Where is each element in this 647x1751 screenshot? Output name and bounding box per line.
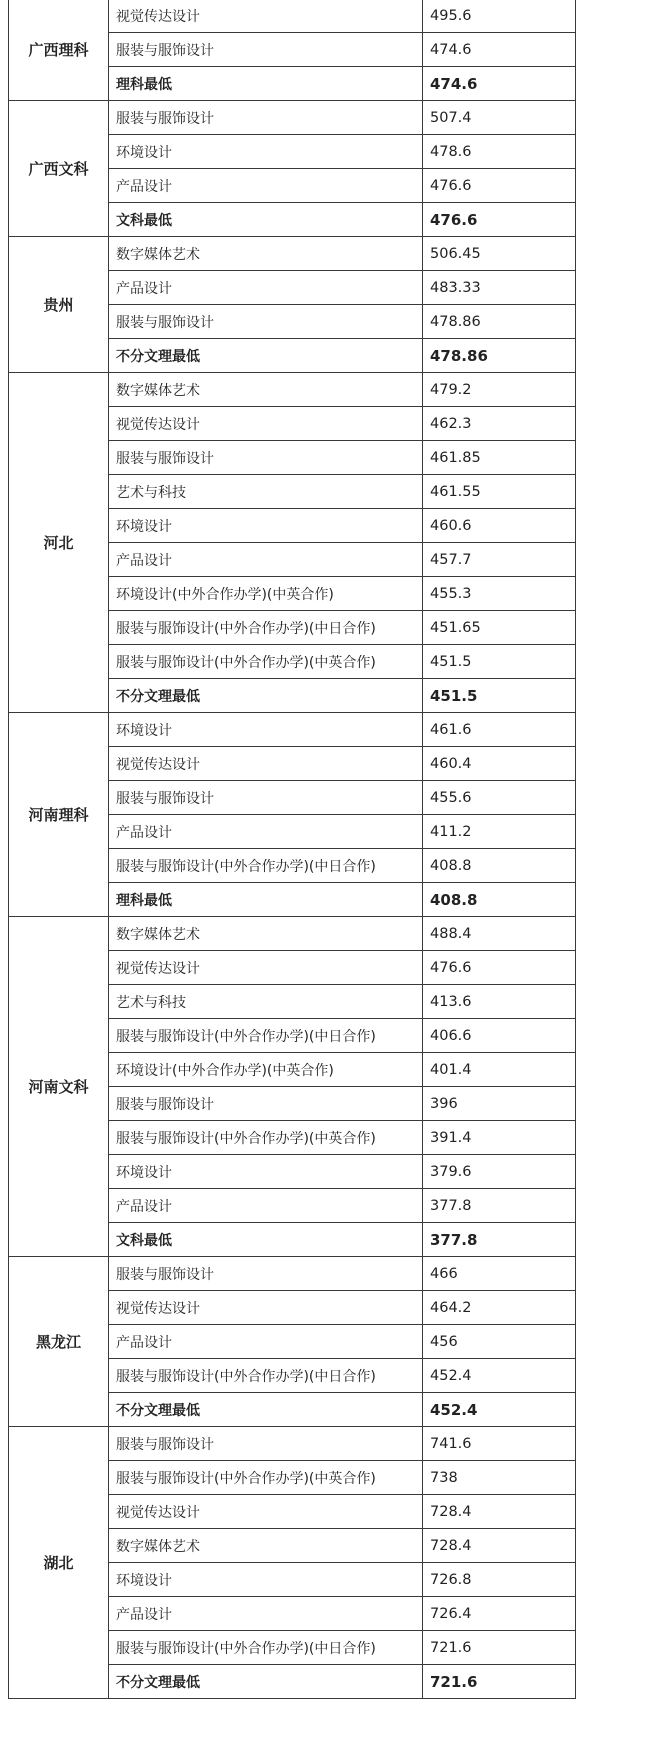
minimum-label-cell: 不分文理最低 bbox=[109, 339, 423, 373]
score-cell: 476.6 bbox=[423, 169, 576, 203]
major-cell: 数字媒体艺术 bbox=[109, 373, 423, 407]
score-cell: 451.65 bbox=[423, 611, 576, 645]
major-cell: 服装与服饰设计(中外合作办学)(中日合作) bbox=[109, 1631, 423, 1665]
score-cell: 461.6 bbox=[423, 713, 576, 747]
score-cell: 461.85 bbox=[423, 441, 576, 475]
score-cell: 391.4 bbox=[423, 1121, 576, 1155]
minimum-score-cell: 452.4 bbox=[423, 1393, 576, 1427]
minimum-label-cell: 不分文理最低 bbox=[109, 1665, 423, 1699]
score-cell: 413.6 bbox=[423, 985, 576, 1019]
score-cell: 460.4 bbox=[423, 747, 576, 781]
table-row bbox=[9, 1257, 576, 1291]
score-cell: 728.4 bbox=[423, 1495, 576, 1529]
minimum-score-cell: 476.6 bbox=[423, 203, 576, 237]
major-cell: 视觉传达设计 bbox=[109, 1495, 423, 1529]
major-cell: 数字媒体艺术 bbox=[109, 1529, 423, 1563]
score-cell: 379.6 bbox=[423, 1155, 576, 1189]
score-cell: 452.4 bbox=[423, 1359, 576, 1393]
score-cell: 474.6 bbox=[423, 33, 576, 67]
major-cell: 服装与服饰设计 bbox=[109, 1087, 423, 1121]
region-cell: 河南理科 bbox=[9, 713, 109, 917]
major-cell: 视觉传达设计 bbox=[109, 747, 423, 781]
score-cell: 451.5 bbox=[423, 645, 576, 679]
minimum-label-cell: 理科最低 bbox=[109, 67, 423, 101]
score-cell: 506.45 bbox=[423, 237, 576, 271]
major-cell: 服装与服饰设计 bbox=[109, 305, 423, 339]
region-cell: 湖北 bbox=[9, 1427, 109, 1699]
score-cell: 396 bbox=[423, 1087, 576, 1121]
score-cell: 408.8 bbox=[423, 849, 576, 883]
major-cell: 服装与服饰设计(中外合作办学)(中英合作) bbox=[109, 1461, 423, 1495]
score-cell: 738 bbox=[423, 1461, 576, 1495]
major-cell: 艺术与科技 bbox=[109, 985, 423, 1019]
major-cell: 服装与服饰设计(中外合作办学)(中日合作) bbox=[109, 611, 423, 645]
major-cell: 产品设计 bbox=[109, 169, 423, 203]
major-cell: 视觉传达设计 bbox=[109, 0, 423, 33]
score-cell: 455.6 bbox=[423, 781, 576, 815]
minimum-score-cell: 377.8 bbox=[423, 1223, 576, 1257]
score-cell: 507.4 bbox=[423, 101, 576, 135]
table-row bbox=[9, 0, 576, 33]
table-row bbox=[9, 1427, 576, 1461]
region-cell: 广西理科 bbox=[9, 0, 109, 101]
score-cell: 401.4 bbox=[423, 1053, 576, 1087]
region-cell: 河北 bbox=[9, 373, 109, 713]
region-cell: 广西文科 bbox=[9, 101, 109, 237]
major-cell: 服装与服饰设计 bbox=[109, 1427, 423, 1461]
score-cell: 464.2 bbox=[423, 1291, 576, 1325]
major-cell: 服装与服饰设计(中外合作办学)(中日合作) bbox=[109, 1359, 423, 1393]
major-cell: 产品设计 bbox=[109, 543, 423, 577]
score-cell: 462.3 bbox=[423, 407, 576, 441]
major-cell: 产品设计 bbox=[109, 271, 423, 305]
admission-score-table bbox=[8, 0, 576, 1699]
major-cell: 数字媒体艺术 bbox=[109, 237, 423, 271]
score-cell: 377.8 bbox=[423, 1189, 576, 1223]
score-cell: 457.7 bbox=[423, 543, 576, 577]
major-cell: 环境设计 bbox=[109, 509, 423, 543]
minimum-score-cell: 408.8 bbox=[423, 883, 576, 917]
score-cell: 726.4 bbox=[423, 1597, 576, 1631]
major-cell: 产品设计 bbox=[109, 1189, 423, 1223]
score-cell: 488.4 bbox=[423, 917, 576, 951]
major-cell: 产品设计 bbox=[109, 1325, 423, 1359]
score-cell: 456 bbox=[423, 1325, 576, 1359]
score-cell: 726.8 bbox=[423, 1563, 576, 1597]
major-cell: 艺术与科技 bbox=[109, 475, 423, 509]
major-cell: 环境设计 bbox=[109, 713, 423, 747]
table-row bbox=[9, 237, 576, 271]
major-cell: 产品设计 bbox=[109, 815, 423, 849]
minimum-label-cell: 不分文理最低 bbox=[109, 1393, 423, 1427]
table-row bbox=[9, 373, 576, 407]
major-cell: 服装与服饰设计 bbox=[109, 1257, 423, 1291]
major-cell: 服装与服饰设计 bbox=[109, 441, 423, 475]
major-cell: 服装与服饰设计(中外合作办学)(中英合作) bbox=[109, 645, 423, 679]
major-cell: 服装与服饰设计(中外合作办学)(中英合作) bbox=[109, 1121, 423, 1155]
minimum-label-cell: 文科最低 bbox=[109, 203, 423, 237]
minimum-score-cell: 478.86 bbox=[423, 339, 576, 373]
major-cell: 数字媒体艺术 bbox=[109, 917, 423, 951]
score-cell: 455.3 bbox=[423, 577, 576, 611]
minimum-label-cell: 理科最低 bbox=[109, 883, 423, 917]
score-cell: 721.6 bbox=[423, 1631, 576, 1665]
major-cell: 环境设计 bbox=[109, 135, 423, 169]
score-cell: 406.6 bbox=[423, 1019, 576, 1053]
major-cell: 产品设计 bbox=[109, 1597, 423, 1631]
minimum-score-cell: 451.5 bbox=[423, 679, 576, 713]
score-cell: 461.55 bbox=[423, 475, 576, 509]
major-cell: 环境设计(中外合作办学)(中英合作) bbox=[109, 577, 423, 611]
score-cell: 479.2 bbox=[423, 373, 576, 407]
major-cell: 服装与服饰设计 bbox=[109, 101, 423, 135]
table-row bbox=[9, 713, 576, 747]
region-cell: 贵州 bbox=[9, 237, 109, 373]
score-cell: 495.6 bbox=[423, 0, 576, 33]
region-cell: 河南文科 bbox=[9, 917, 109, 1257]
table-row bbox=[9, 101, 576, 135]
table-row bbox=[9, 917, 576, 951]
major-cell: 视觉传达设计 bbox=[109, 1291, 423, 1325]
major-cell: 环境设计 bbox=[109, 1563, 423, 1597]
minimum-label-cell: 文科最低 bbox=[109, 1223, 423, 1257]
major-cell: 视觉传达设计 bbox=[109, 407, 423, 441]
score-cell: 483.33 bbox=[423, 271, 576, 305]
major-cell: 环境设计 bbox=[109, 1155, 423, 1189]
score-cell: 741.6 bbox=[423, 1427, 576, 1461]
minimum-score-cell: 474.6 bbox=[423, 67, 576, 101]
major-cell: 服装与服饰设计 bbox=[109, 781, 423, 815]
major-cell: 服装与服饰设计(中外合作办学)(中日合作) bbox=[109, 849, 423, 883]
major-cell: 视觉传达设计 bbox=[109, 951, 423, 985]
major-cell: 服装与服饰设计(中外合作办学)(中日合作) bbox=[109, 1019, 423, 1053]
minimum-score-cell: 721.6 bbox=[423, 1665, 576, 1699]
score-cell: 478.86 bbox=[423, 305, 576, 339]
score-cell: 728.4 bbox=[423, 1529, 576, 1563]
score-cell: 460.6 bbox=[423, 509, 576, 543]
minimum-label-cell: 不分文理最低 bbox=[109, 679, 423, 713]
major-cell: 环境设计(中外合作办学)(中英合作) bbox=[109, 1053, 423, 1087]
score-cell: 466 bbox=[423, 1257, 576, 1291]
score-cell: 476.6 bbox=[423, 951, 576, 985]
region-cell: 黑龙江 bbox=[9, 1257, 109, 1427]
score-cell: 411.2 bbox=[423, 815, 576, 849]
major-cell: 服装与服饰设计 bbox=[109, 33, 423, 67]
score-cell: 478.6 bbox=[423, 135, 576, 169]
table-body bbox=[9, 0, 576, 1699]
